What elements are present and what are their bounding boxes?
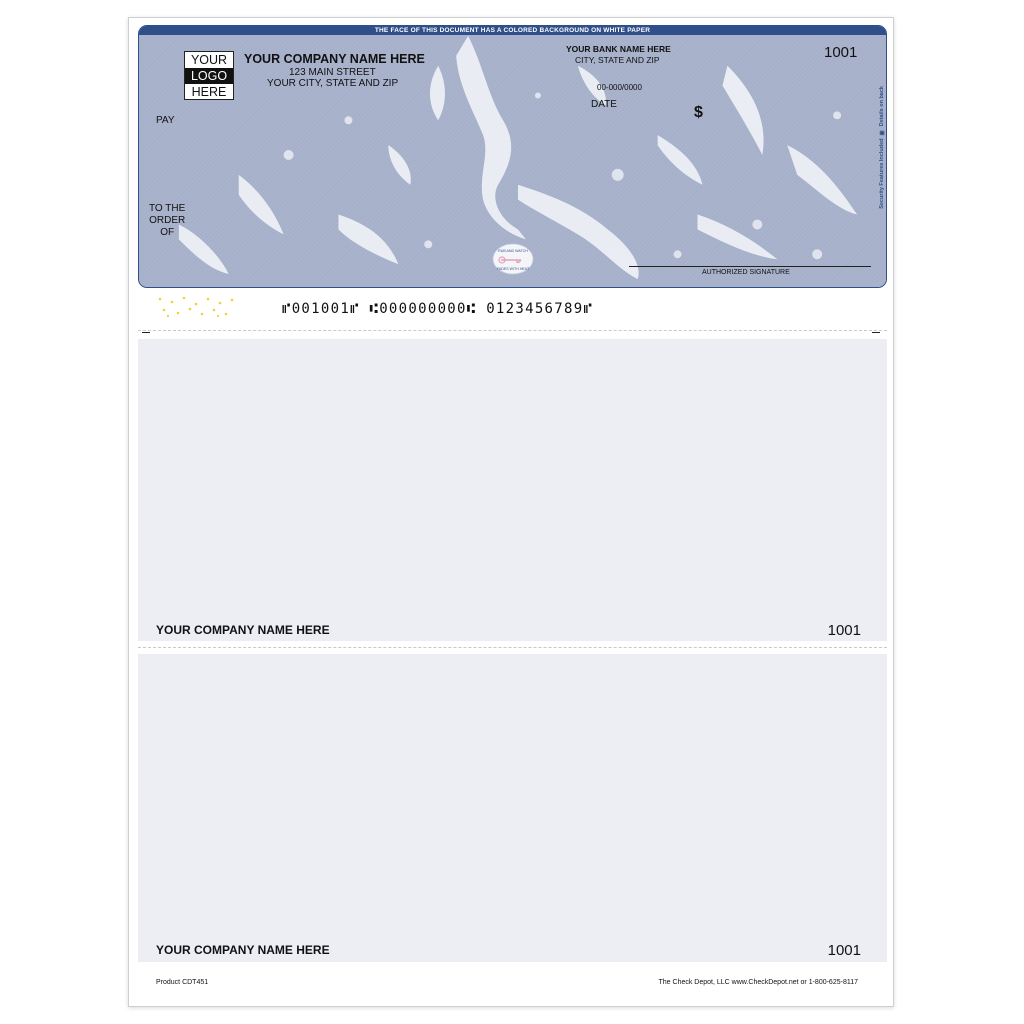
- document-banner: THE FACE OF THIS DOCUMENT HAS A COLORED BACKGROUND ON WHITE PAPER: [139, 26, 886, 35]
- of-label: OF: [160, 227, 175, 238]
- company-street: 123 MAIN STREET: [289, 67, 376, 78]
- vendor-info: The Check Depot, LLC www.CheckDepot.net or 1-800-625-8117: [658, 979, 858, 986]
- routing-fraction: 00-000/0000: [597, 83, 642, 92]
- voucher-stub-1: [138, 339, 887, 641]
- check-sheet: [128, 17, 894, 1007]
- bank-city: CITY, STATE AND ZIP: [575, 55, 660, 65]
- to-the-label: TO THE: [149, 203, 186, 214]
- seal-top-text: RUB AND WATCH: [498, 249, 528, 253]
- fold-mark-left: [142, 332, 150, 333]
- logo-line-1: YOUR: [190, 53, 228, 67]
- perforation-line-2: [138, 647, 887, 648]
- logo-line-3: HERE: [191, 85, 227, 99]
- company-city: YOUR CITY, STATE AND ZIP: [267, 78, 399, 89]
- seal-bottom-text: FADES WITH HEAT: [496, 267, 530, 271]
- pay-label: PAY: [156, 115, 175, 126]
- payee-label: [149, 203, 185, 239]
- stub-1-company-name: YOUR COMPANY NAME HERE: [156, 623, 330, 637]
- voucher-stub-2: [138, 654, 887, 962]
- micr-line: ⑈001001⑈ ⑆000000000⑆ 0123456789⑈: [282, 301, 594, 317]
- lock-icon: ▣: [879, 129, 885, 136]
- date-label: DATE: [591, 99, 617, 110]
- stub-2-check-number: 1001: [827, 942, 861, 959]
- sparkle-stars-icon: [156, 296, 236, 318]
- dollar-sign: $: [694, 104, 703, 121]
- company-name: YOUR COMPANY NAME HERE: [244, 52, 425, 66]
- heat-seal-icon: [491, 242, 535, 276]
- check-face: [138, 25, 887, 288]
- security-side-text: [878, 86, 886, 209]
- security-features-text: Security Features Included: [879, 138, 885, 209]
- check-number: 1001: [824, 44, 858, 61]
- stub-2-company-name: YOUR COMPANY NAME HERE: [156, 943, 330, 957]
- stub-1-check-number: 1001: [827, 622, 861, 639]
- order-label: ORDER: [149, 215, 186, 226]
- signature-line: [629, 266, 871, 267]
- company-logo: [184, 51, 234, 100]
- signature-label: AUTHORIZED SIGNATURE: [702, 269, 790, 276]
- logo-line-2: LOGO: [185, 68, 233, 84]
- perforation-line-1: [138, 330, 887, 331]
- details-on-back-text: Details on back: [879, 86, 885, 127]
- bank-name: YOUR BANK NAME HERE: [566, 44, 671, 54]
- fold-mark-right: [872, 332, 880, 333]
- product-code: Product CDT451: [156, 979, 209, 986]
